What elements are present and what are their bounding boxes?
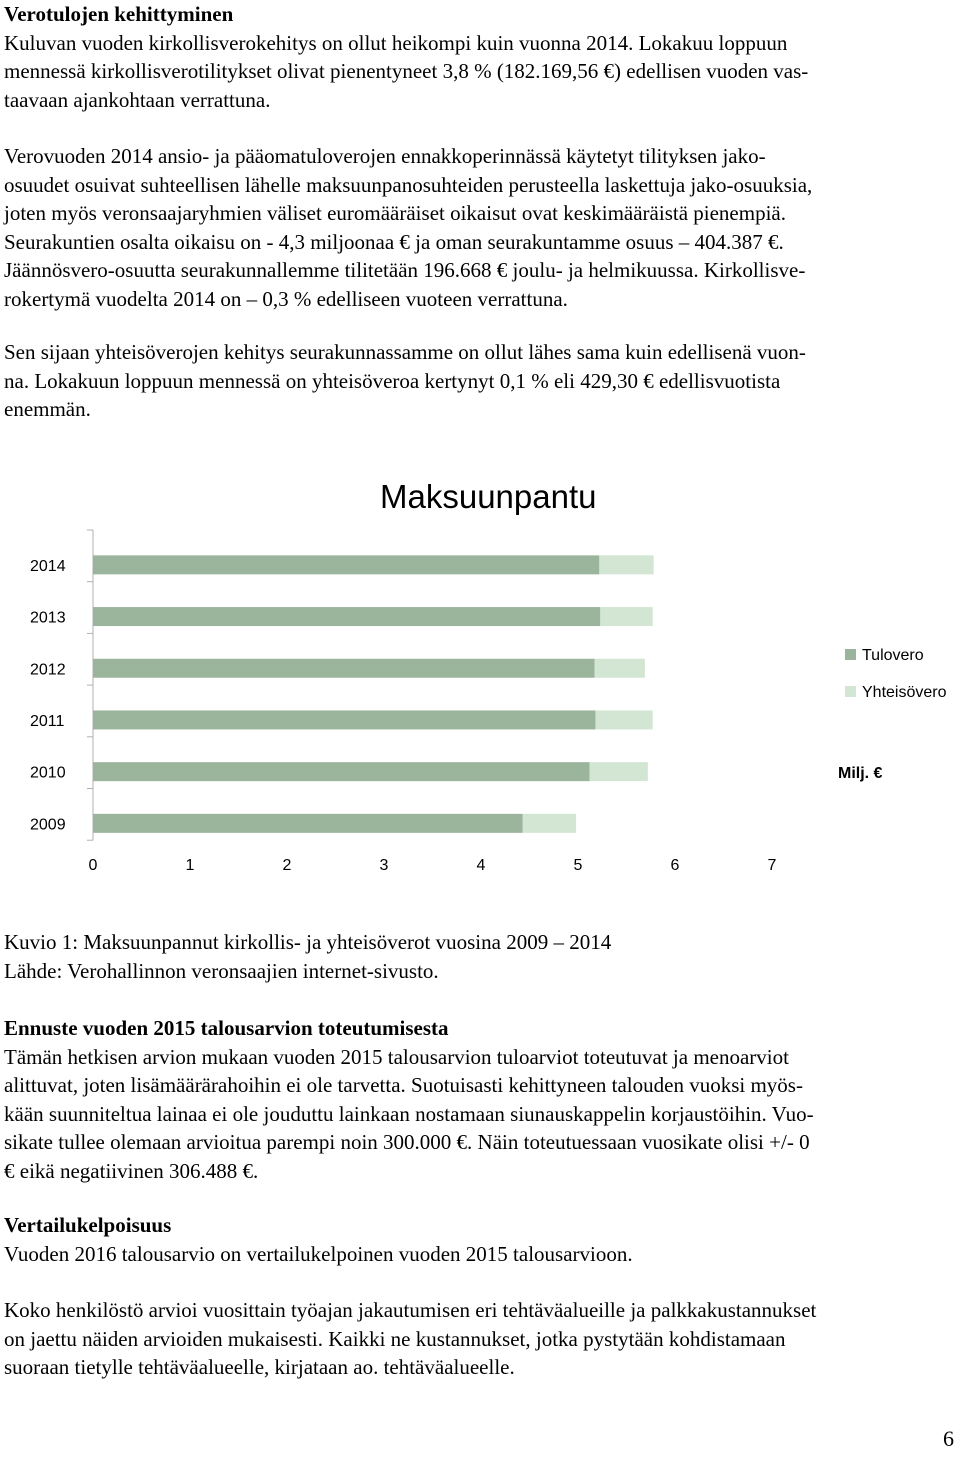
page-number: 6 [943,1426,954,1451]
chart-title: Maksuunpantu [380,478,597,515]
paragraph-yhteisovero [4,338,956,424]
x-tick-label: 2 [282,857,292,874]
x-tick-label: 6 [670,857,680,874]
section-heading: Ennuste vuoden 2015 talousarvion toteutumisesta [4,1016,449,1040]
legend-swatch-yhteisövero [845,686,856,697]
bar-yhteisövero-2011 [595,710,652,729]
text-line: on jaettu näiden arvioiden mukaisesti. Kaikki ne kustannukset, jotka pystytään kohdistamaan [4,1326,786,1351]
text-line: Jäännösvero-osuutta seurakunnallemme tilitetään 196.668 € joulu- ja helmikuussa. Kirkollisve- [4,258,806,282]
x-tick-label: 1 [185,857,195,874]
y-tick-label: 2012 [30,661,66,679]
text-line: Vuoden 2016 talousarvio on vertailukelpoinen vuoden 2015 talousarvioon. [4,1241,633,1266]
caption-line: Lähde: Verohallinnon veronsaajien internet-sivusto. [4,958,439,983]
x-tick-label: 7 [767,857,777,874]
legend-label-tulovero: Tulovero [862,647,924,664]
text-line: mennessä kirkollisverotilitykset olivat pienentyneet 3,8 % (182.169,56 €) edellisen vuoden vas- [4,59,809,83]
text-line: Seurakuntien osalta oikaisu on - 4,3 miljoonaa € ja oman seurakuntamme osuus – 404.387 €. [4,229,784,254]
x-tick-label: 0 [88,857,98,874]
bar-yhteisövero-2013 [600,607,652,626]
bar-tulovero-2009 [93,814,523,833]
x-tick-label: 5 [573,857,583,874]
bar-tulovero-2011 [93,710,595,729]
section-heading: Verotulojen kehittyminen [4,2,234,26]
section-heading: Vertailukelpoisuus [4,1213,172,1237]
bar-yhteisövero-2010 [590,762,648,781]
text-line: rokertymä vuodelta 2014 on – 0,3 % edelliseen vuoteen verrattuna. [4,286,568,311]
section-vertailukelpoisuus [4,1211,956,1268]
text-line: taavaan ajankohtaan verrattuna. [4,87,271,112]
y-tick-label: 2009 [30,816,66,834]
text-line: kään suunniteltua lainaa ei ole jouduttu lainkaan nostamaan siunauskappelin korjaustöihin. Vuo- [4,1101,814,1126]
text-line: alittuvat, joten lisämäärärahoihin ei ole tarvetta. Suotuisasti kehittyneen talouden vuoksi myös- [4,1073,803,1097]
unit-label: Milj. € [838,765,883,782]
text-line: suoraan tietylle tehtäväalueelle, kirjataan ao. tehtäväalueelle. [4,1355,515,1379]
x-tick-label: 3 [379,857,389,874]
text-line: sikate tullee olemaan arvioitua parempi noin 300.000 €. Näin toteutuessaan vuosikate olisi +/- 0 [4,1130,810,1154]
text-line: joten myös veronsaajaryhmien väliset euromääräiset oikaisut ovat keskimääräistä pienempiä. [4,201,786,225]
maksuunpantu-chart [0,520,960,940]
section-verotulojen [4,0,956,114]
text-line: Koko henkilöstö arvioi vuosittain työajan jakautumisen eri tehtäväalueille ja palkkakustannukset [4,1298,817,1322]
y-tick-label: 2014 [30,557,66,575]
paragraph-henkilosto [4,1296,956,1382]
text-line: osuudet osuivat suhteellisen lähelle maksuunpanosuhteiden perusteella laskettuja jako-osuuksia, [4,172,813,197]
figure-caption [4,928,956,985]
paragraph-ennakkoperinta [4,142,956,313]
section-ennuste [4,1014,956,1185]
legend-label-yhteisövero: Yhteisövero [862,684,947,701]
text-line: na. Lokakuun loppuun mennessä on yhteisöveroa kertynyt 0,1 % eli 429,30 € edellisvuotista [4,368,781,393]
caption-line: Kuvio 1: Maksuunpannut kirkollis- ja yhteisöverot vuosina 2009 – 2014 [4,930,612,954]
bar-yhteisövero-2009 [523,814,576,833]
y-tick-label: 2011 [30,712,65,730]
text-line: Verovuoden 2014 ansio- ja pääomatuloverojen ennakkoperinnässä käytetyt tilityksen jako- [4,144,766,168]
bar-tulovero-2013 [93,607,600,626]
y-tick-label: 2010 [30,764,66,782]
text-line: € eikä negatiivinen 306.488 €. [4,1158,259,1183]
legend-swatch-tulovero [845,649,856,660]
bar-tulovero-2010 [93,762,590,781]
bar-yhteisövero-2014 [599,555,653,574]
x-tick-label: 4 [476,857,486,874]
text-line: Tämän hetkisen arvion mukaan vuoden 2015 talousarvion tuloarviot toteutuvat ja menoarviot [4,1044,789,1069]
text-line: Sen sijaan yhteisöverojen kehitys seurakunnassamme on ollut lähes sama kuin edellisenä vuon- [4,340,806,364]
y-tick-label: 2013 [30,609,66,627]
text-line: Kuluvan vuoden kirkollisverokehitys on ollut heikompi kuin vuonna 2014. Lokakuu loppuun [4,30,788,55]
bar-tulovero-2012 [93,659,594,678]
bar-yhteisövero-2012 [594,659,644,678]
text-line: enemmän. [4,397,91,421]
bar-tulovero-2014 [93,555,599,574]
